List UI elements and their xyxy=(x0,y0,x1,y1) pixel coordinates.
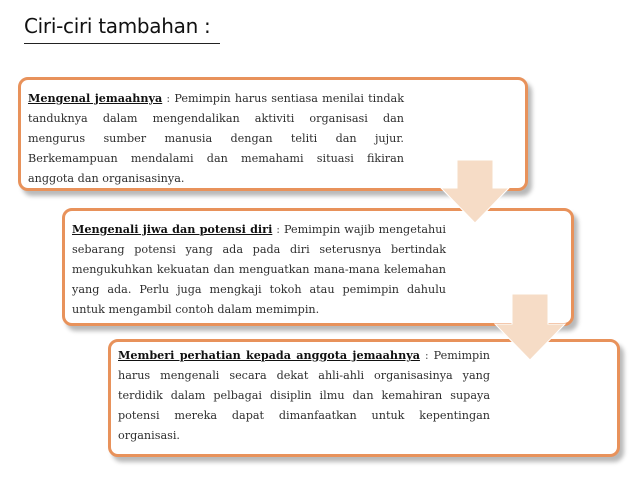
step-body-1: Pemimpin harus sentiasa menilai tindak tanduknya dalam mengendalikan aktiviti organisasi dan mengurus sumber manusia dengan teliti dan jujur. Berkemampuan mendalami dan memahami situasi fikiran anggota dan organisasinya. xyxy=(28,92,405,185)
step-text-1 xyxy=(28,88,404,189)
step-separator-3: : xyxy=(424,349,429,362)
step-body-2: Pemimpin wajib mengetahui sebarang potensi yang ada pada diri seterusnya bertindak mengukuhkan kekuatan dan menguatkan mana-mana kelemahan yang ada. Perlu juga mengkaji tokoh atau pemimpin dahulu untuk mengambil contoh dalam memimpin. xyxy=(72,223,446,316)
step-text-2 xyxy=(72,219,446,320)
step-heading-2: Mengenali jiwa dan potensi diri xyxy=(72,222,273,236)
step-heading-3: Memberi perhatian kepada anggota jemaahnya xyxy=(118,348,420,362)
step-separator-2: : xyxy=(276,223,281,236)
title-underline xyxy=(24,43,220,44)
step-text-3 xyxy=(118,345,490,446)
step-heading-1: Mengenal jemaahnya xyxy=(28,91,163,105)
down-arrow-icon xyxy=(494,294,566,364)
down-arrow-icon xyxy=(440,160,510,230)
step-body-3: Pemimpin harus mengenali secara dekat ahli-ahli organisasinya yang terdidik dalam pelbagai disiplin ilmu dan kemahiran supaya potensi mereka dapat dimanfaatkan untuk kepentingan organisasi. xyxy=(118,349,490,442)
step-separator-1: : xyxy=(166,92,171,105)
page-title: Ciri-ciri tambahan : xyxy=(24,14,211,38)
